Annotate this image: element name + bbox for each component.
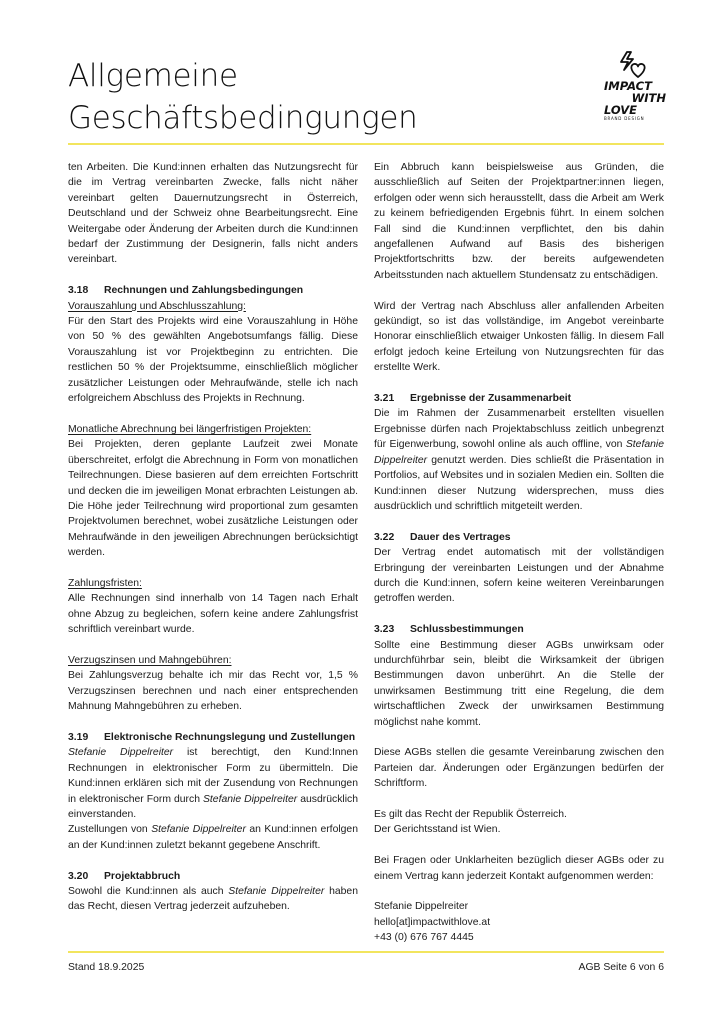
subheading-verzugszinsen: Verzugszinsen und Mahngebühren: bbox=[68, 654, 232, 666]
section-number: 3.20 bbox=[68, 870, 89, 882]
logo-tagline: BRAND DESIGN bbox=[604, 116, 645, 121]
section-title: Ergebnisse der Zusammenarbeit bbox=[410, 393, 572, 405]
text: genutzt werden. Dies schließt die Präsentation in Portfolios, auf Websites und in sozialen Medien ein. Sollten die Kund:innen dieser Nutzung widersprechen, muss dies ausdrücklich und schriftlich mitgeteilt werden. bbox=[374, 454, 664, 512]
section-heading-3-18 bbox=[68, 283, 358, 298]
paragraph bbox=[68, 884, 358, 915]
jurisdiction-line: Der Gerichtsstand ist Wien. bbox=[374, 824, 501, 836]
text: an Kund:innen erfolgen an der Kund:innen zuletzt bekannt gegebene Anschrift. bbox=[68, 824, 358, 851]
person-name: Stefanie Dippelreiter bbox=[68, 747, 174, 759]
section-title: Schlussbestimmungen bbox=[410, 624, 524, 636]
logo-line-2: WITH bbox=[631, 91, 666, 105]
paragraph: Sollte eine Bestimmung dieser AGBs unwirksam oder undurchführbar sein, bleibt die Wirksamkeit der übrigen Bestimmungen davon unberührt. An die Stelle der unwirksamen Bestimmung tritt eine Regelung, die dem wirtschaftlichen Zweck der unwirksamen Bestimmung möglichst nahe kommt. bbox=[374, 639, 664, 728]
section-title: Projektabbruch bbox=[104, 870, 181, 882]
paragraph-kuendigung: Wird der Vertrag nach Abschluss aller anfallenden Arbeiten gekündigt, so ist das vollständige, im Angebot vereinbarte Honorar einschließlich etwaiger Unkosten fällig. In diesem Fall erfolgt jedoch keine Erteilung von Nutzungsrechten für das erstellte Werk. bbox=[374, 300, 664, 374]
contact-email[interactable]: hello[at]impactwithlove.at bbox=[374, 916, 491, 928]
paragraph: Bei Zahlungsverzug behalte ich mir das Recht vor, 1,5 % Verzugszinsen berechnen und nach einer entsprechenden Mahnung Mahngebühren zu erheben. bbox=[68, 670, 358, 713]
section-heading-3-22 bbox=[374, 530, 664, 545]
section-title: Elektronische Rechnungslegung und Zustellungen bbox=[104, 731, 356, 743]
paragraph: Diese AGBs stellen die gesamte Vereinbarung zwischen den Parteien dar. Änderungen oder Ergänzungen bedürfen der Schriftform. bbox=[374, 747, 664, 790]
text: Sowohl die Kund:innen als auch bbox=[68, 886, 229, 897]
section-number: 3.21 bbox=[374, 393, 395, 405]
section-heading-3-19 bbox=[68, 730, 358, 745]
person-name: Stefanie Dippelreiter bbox=[202, 793, 298, 805]
paragraph bbox=[68, 745, 358, 822]
text: ausdrücklich einverstanden. bbox=[68, 793, 358, 820]
section-number: 3.22 bbox=[374, 531, 395, 543]
page-title bbox=[68, 55, 418, 139]
section-heading-3-21 bbox=[374, 391, 664, 406]
person-name: Stefanie Dippelreiter bbox=[228, 886, 325, 897]
paragraph-abbruch: Ein Abbruch kann beispielsweise aus Gründen, die ausschließlich auf Seiten der Projektpartner:innen liegen, erfolgen oder wenn sich herausstellt, dass die Arbeit am Werk zu keinem befriedigenden Ergebnis führt. In einem solchen Fall sind die Kund:innen verpflichtet, den bis dahin angefallenen Aufwand auf Basis des bisherigen Projektfortschritts bzw. der bereits aufgewendeten Arbeitsstunden nach aktuellem Stundensatz zu entschädigen. bbox=[374, 162, 664, 281]
paragraph: Bei Projekten, deren geplante Laufzeit zwei Monate überschreitet, erfolgt die Abrechnung in Form von monatlichen Teilrechnungen. Diese basieren auf dem erreichten Fortschritt und decken die im jeweiligen Monat erbrachten Leistungen ab. Die Höhe jeder Teilrechnung wird proportional zum gesamten Projektvolumen berechnet, wobei zusätzliche Leistungen oder Mehraufwände in den jeweiligen Abrechnungen berücksichtigt werden. bbox=[68, 439, 358, 559]
logo-wordmark bbox=[604, 80, 666, 122]
title-line-2: Geschäftsbedingungen bbox=[68, 100, 418, 136]
paragraph bbox=[374, 406, 664, 514]
person-name: Stefanie Dippelreiter bbox=[151, 824, 246, 836]
text: Zustellungen von bbox=[68, 824, 152, 836]
paragraph: Bei Fragen oder Unklarheiten bezüglich dieser AGBs oder zu einem Vertrag kann jederzeit Kontakt aufgenommen werden: bbox=[374, 855, 664, 882]
paragraph: Alle Rechnungen sind innerhalb von 14 Tagen nach Erhalt ohne Abzug zu begleichen, sofern keine andere Zahlungsfrist schriftlich vereinbart wurde. bbox=[68, 593, 358, 636]
text: haben das Recht, diesen Vertrag jederzeit aufzuheben. bbox=[68, 886, 358, 913]
intro-paragraph: ten Arbeiten. Die Kund:innen erhalten das Nutzungsrecht für die im Vertrag vereinbarten Zwecke, falls nicht näher vereinbart gelten Dauernutzungsrecht in Österreich, Deutschland und der Schweiz ohne Bearbeitungsrecht. Eine Weitergabe oder Änderung der Arbeiten durch die Kund:innen bedarf der Zustimmung der Designerin, falls nicht anders vereinbart. bbox=[68, 162, 358, 266]
section-title: Dauer des Vertrages bbox=[410, 531, 511, 543]
paragraph: Für den Start des Projekts wird eine Vorauszahlung in Höhe von 50 % des gewählten Angebotsumfangs fällig. Diese Vorauszahlung ist vor Projektbeginn zu entrichten. Die restlichen 50 % der Projektsumme, einschließlich möglicher zusätzlicher Leistungen oder Mehraufwände, stelle ich nach erfolgreichem Abschluss des Projekts in Rechnung. bbox=[68, 316, 358, 405]
law-line: Es gilt das Recht der Republik Österreich. bbox=[374, 808, 567, 820]
footer-page-number: AGB Seite 6 von 6 bbox=[578, 962, 664, 973]
left-column bbox=[68, 160, 358, 915]
subheading-zahlungsfristen: Zahlungsfristen: bbox=[68, 577, 142, 589]
paragraph bbox=[68, 822, 358, 853]
paragraph: Der Vertrag endet automatisch mit der vollständigen Erbringung der vereinbarten Leistungen und der Abnahme durch die Kund:innen, sofern keine weiteren Vereinbarungen getroffen werden. bbox=[374, 547, 664, 605]
bolt-heart-icon bbox=[618, 50, 652, 80]
footer-divider bbox=[68, 951, 664, 953]
person-name: Stefanie Dippelreiter bbox=[374, 439, 664, 466]
text: ist berechtigt, den Kund:Innen Rechnungen in elektronischer Form zu übermitteln. Die Kund:innen erklären sich mit der Zusendung von Rechnungen in elektronischer Form durch bbox=[68, 747, 358, 805]
right-column bbox=[374, 160, 664, 946]
section-number: 3.19 bbox=[68, 731, 89, 743]
text: Die im Rahmen der Zusammenarbeit erstellten visuellen Ergebnisse dürfen nach Projektabschluss zeitlich unbegrenzt für Eigenwerbung, sowohl online als auch offline, von bbox=[374, 408, 664, 451]
title-line-1: Allgemeine bbox=[68, 58, 238, 94]
contact-phone[interactable]: +43 (0) 676 767 4445 bbox=[374, 932, 474, 944]
logo-line-3: LOVE bbox=[604, 103, 638, 117]
section-number: 3.18 bbox=[68, 285, 89, 297]
subheading-monatliche-abrechnung: Monatliche Abrechnung bei längerfristigen Projekten: bbox=[68, 423, 312, 435]
section-number: 3.23 bbox=[374, 624, 395, 636]
section-heading-3-23 bbox=[374, 622, 664, 637]
footer-date: Stand 18.9.2025 bbox=[68, 962, 145, 973]
subheading-vorauszahlung: Vorauszahlung und Abschlusszahlung: bbox=[68, 300, 246, 312]
logo-line-1: IMPACT bbox=[604, 79, 652, 93]
section-heading-3-20 bbox=[68, 869, 358, 884]
brand-logo bbox=[604, 50, 674, 136]
header-divider bbox=[68, 143, 664, 145]
section-title: Rechnungen und Zahlungsbedingungen bbox=[104, 285, 304, 297]
contact-name: Stefanie Dippelreiter bbox=[374, 901, 469, 913]
